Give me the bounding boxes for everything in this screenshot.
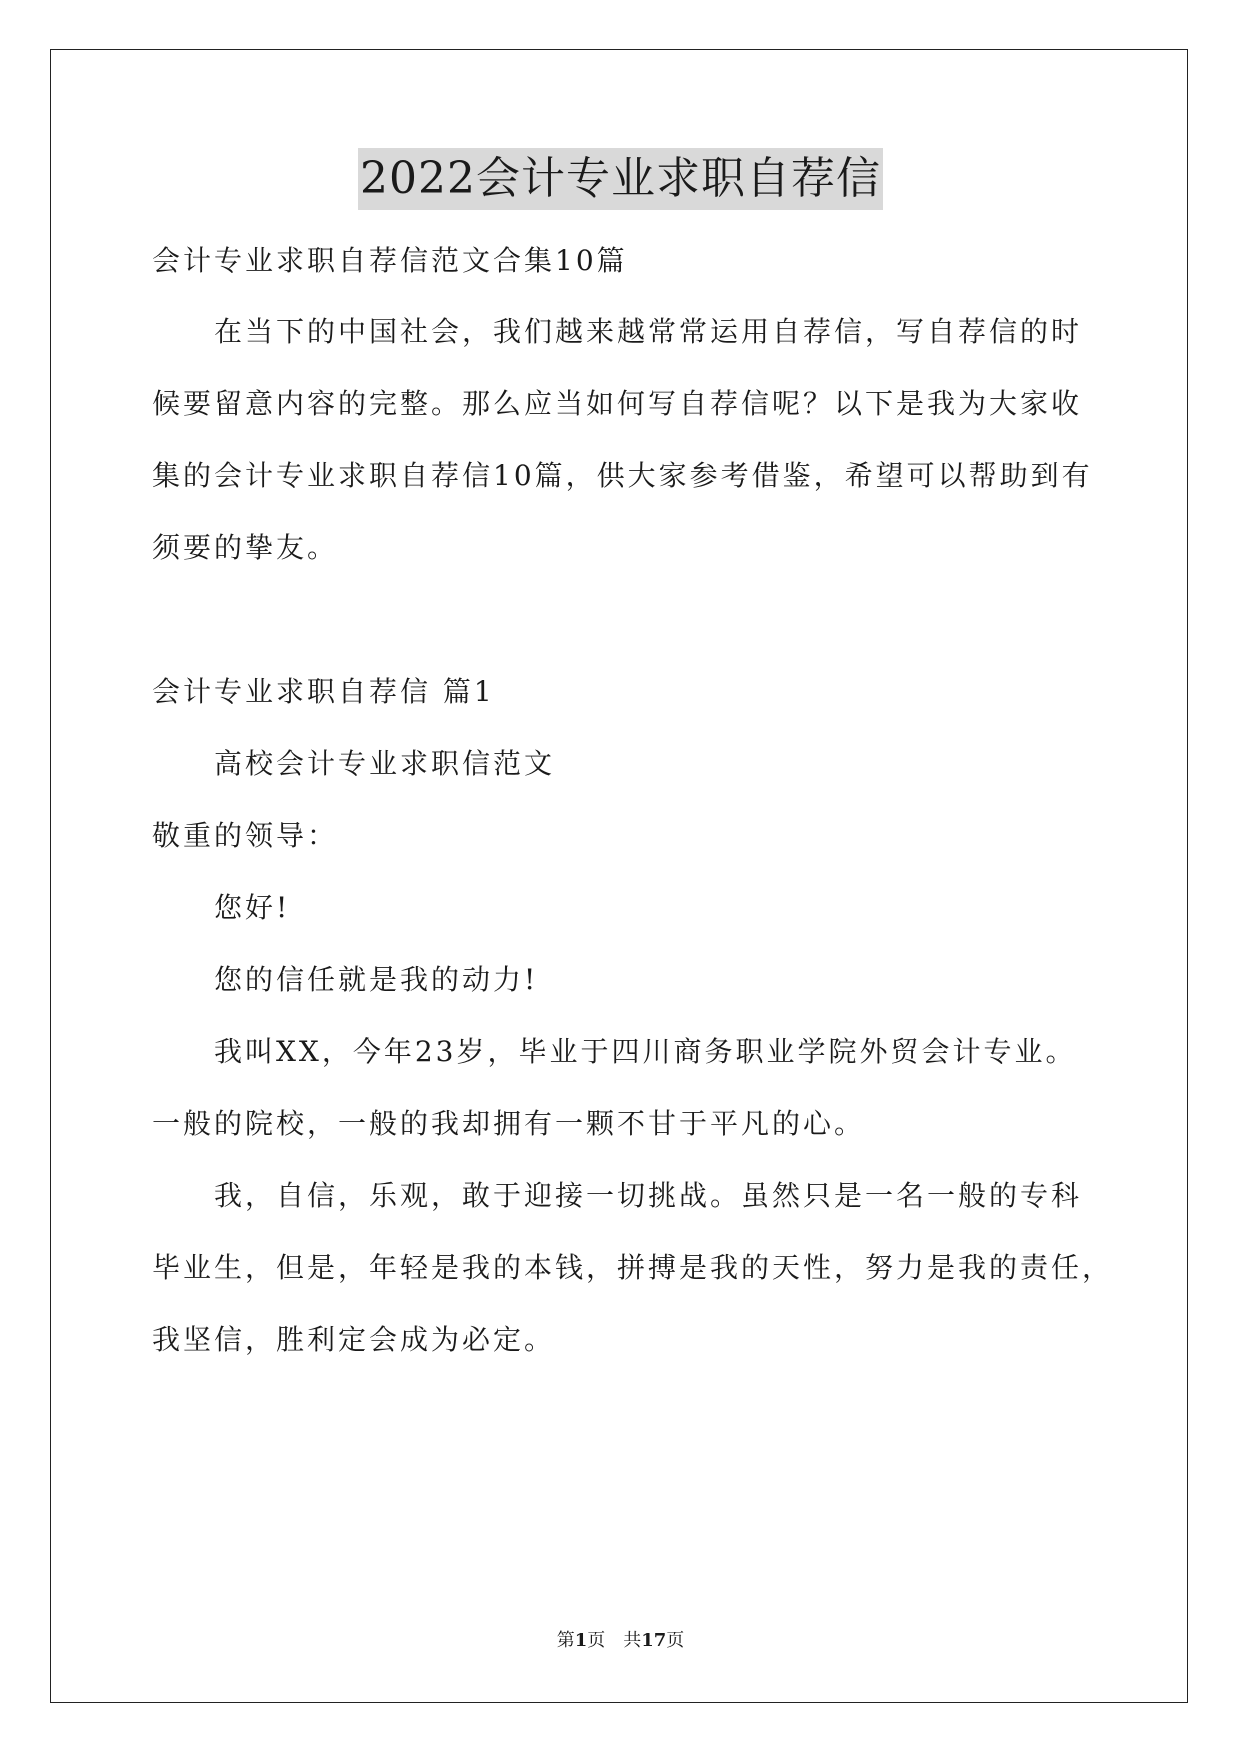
paragraph-line: 您的信任就是我的动力!: [214, 963, 539, 996]
page-border: [50, 49, 1188, 1703]
greeting: 您好!: [214, 891, 291, 924]
footer-mid: 页 共: [587, 1630, 642, 1651]
salutation: 敬重的领导：: [152, 819, 339, 852]
paragraph-line: 在当下的中国社会，我们越来越常常运用自荐信，写自荐信的时: [214, 315, 1083, 348]
section-heading: 会计专业求职自荐信 篇1: [152, 675, 495, 708]
subtitle-line: 会计专业求职自荐信范文合集10篇: [152, 244, 628, 277]
footer-prefix: 第: [556, 1630, 575, 1651]
paragraph-line: 我，自信，乐观，敢于迎接一切挑战。虽然只是一名一般的专科: [214, 1179, 1083, 1212]
paragraph-line: 须要的挚友。: [152, 531, 339, 564]
paragraph-line: 候要留意内容的完整。那么应当如何写自荐信呢？以下是我为大家收: [152, 387, 1083, 420]
footer-total-pages: 17: [641, 1630, 667, 1651]
paragraph-line: 一般的院校，一般的我却拥有一颗不甘于平凡的心。: [152, 1107, 866, 1140]
paragraph-line: 毕业生，但是，年轻是我的本钱，拼搏是我的天性，努力是我的责任，: [152, 1251, 1114, 1284]
footer-page-number: 1: [574, 1630, 588, 1651]
document-title: 2022会计专业求职自荐信: [358, 148, 883, 210]
paragraph-line: 集的会计专业求职自荐信10篇，供大家参考借鉴，希望可以帮助到有: [152, 459, 1093, 492]
letter-heading: 高校会计专业求职信范文: [214, 747, 556, 780]
paragraph-line: 我叫XX，今年23岁，毕业于四川商务职业学院外贸会计专业。: [214, 1035, 1077, 1068]
paragraph-line: 我坚信，胜利定会成为必定。: [152, 1323, 556, 1356]
page-footer: [0, 1629, 1241, 1653]
footer-suffix: 页: [666, 1630, 685, 1651]
title-wrap: [0, 148, 1241, 210]
